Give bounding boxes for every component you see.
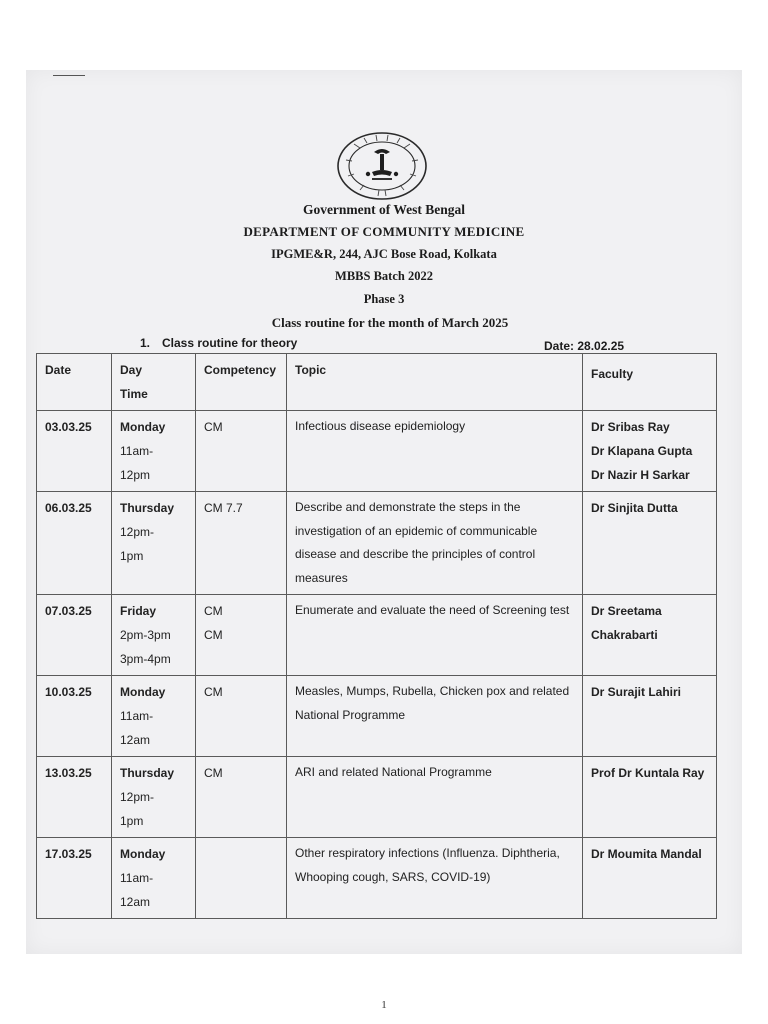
competency-value: CM	[204, 420, 223, 434]
cell-day-time	[112, 757, 196, 838]
day-value: Monday	[120, 420, 166, 434]
competency-value: CM	[204, 628, 223, 642]
table-row	[37, 595, 717, 676]
cell-faculty	[583, 595, 717, 676]
faculty-value: Dr Surajit Lahiri	[591, 685, 682, 699]
day-value: Thursday	[120, 766, 175, 780]
faculty-value: Dr Klapana Gupta	[591, 444, 693, 458]
day-value: Thursday	[120, 501, 175, 515]
routine-table	[36, 353, 717, 919]
table-row	[37, 838, 717, 919]
time-value: 12pm-	[120, 790, 155, 804]
institute-seal-logo	[334, 130, 430, 202]
competency-value: CM 7.7	[204, 501, 243, 515]
topic-value: Other respiratory infections (Influenza. Diphtheria, Whooping cough, SARS, COVID-19)	[295, 846, 560, 884]
department-heading: DEPARTMENT OF COMMUNITY MEDICINE	[243, 224, 525, 239]
document-page	[26, 70, 742, 954]
cell-topic	[287, 676, 583, 757]
faculty-value: Dr Moumita Mandal	[591, 847, 702, 861]
table-row	[37, 411, 717, 492]
cell-competency	[196, 492, 287, 595]
date-value: 13.03.25	[45, 766, 92, 780]
cell-date	[37, 757, 112, 838]
header-topic: Topic	[287, 354, 583, 411]
faculty-value: Dr Sinjita Dutta	[591, 501, 678, 515]
cell-date	[37, 411, 112, 492]
cell-date	[37, 595, 112, 676]
date-value: 03.03.25	[45, 420, 92, 434]
section-number: 1.	[140, 336, 151, 350]
cell-faculty	[583, 676, 717, 757]
time-value: 3pm-4pm	[120, 652, 171, 666]
date-value: 06.03.25	[45, 501, 92, 515]
institute-address: IPGME&R, 244, AJC Bose Road, Kolkata	[271, 247, 497, 261]
cell-day-time	[112, 595, 196, 676]
cell-topic	[287, 411, 583, 492]
time-value: 1pm	[120, 814, 144, 828]
batch-heading: MBBS Batch 2022	[335, 269, 433, 283]
issue-date: Date: 28.02.25	[544, 339, 625, 353]
cell-date	[37, 838, 112, 919]
corner-pen-mark	[53, 75, 85, 76]
topic-value: Infectious disease epidemiology	[295, 419, 466, 433]
faculty-value: Dr Sribas Ray	[591, 420, 670, 434]
date-value: 17.03.25	[45, 847, 92, 861]
routine-title: Class routine for the month of March 2025	[271, 315, 509, 330]
day-value: Monday	[120, 685, 166, 699]
cell-day-time	[112, 676, 196, 757]
topic-value: Measles, Mumps, Rubella, Chicken pox and related National Programme	[295, 684, 570, 722]
header-faculty: Faculty	[583, 354, 717, 411]
cell-competency	[196, 595, 287, 676]
faculty-value: Prof Dr Kuntala Ray	[591, 766, 705, 780]
time-value: 2pm-3pm	[120, 628, 171, 642]
day-value: Monday	[120, 847, 166, 861]
table-row	[37, 757, 717, 838]
page-number: 1	[381, 999, 387, 1011]
table-row	[37, 676, 717, 757]
cell-date	[37, 492, 112, 595]
date-value: 10.03.25	[45, 685, 92, 699]
time-value: 12pm-	[120, 525, 155, 539]
cell-day-time	[112, 838, 196, 919]
time-value: 11am-	[120, 871, 154, 885]
cell-faculty	[583, 757, 717, 838]
cell-faculty	[583, 492, 717, 595]
faculty-value: Chakrabarti	[591, 628, 658, 642]
time-value: 12pm	[120, 468, 151, 482]
table-header-row	[37, 354, 717, 411]
competency-value: CM	[204, 685, 223, 699]
header-date: Date	[37, 354, 112, 411]
time-value: 12am	[120, 733, 151, 747]
day-value: Friday	[120, 604, 157, 618]
cell-competency	[196, 411, 287, 492]
cell-competency	[196, 757, 287, 838]
topic-value: ARI and related National Programme	[295, 765, 492, 779]
topic-value: Enumerate and evaluate the need of Screening test	[295, 603, 570, 617]
competency-value: CM	[204, 604, 223, 618]
time-value: 11am-	[120, 444, 154, 458]
time-value: 1pm	[120, 549, 144, 563]
date-value: 07.03.25	[45, 604, 92, 618]
cell-topic	[287, 492, 583, 595]
cell-topic	[287, 838, 583, 919]
cell-competency	[196, 676, 287, 757]
cell-competency	[196, 838, 287, 919]
time-value: 12am	[120, 895, 151, 909]
cell-day-time	[112, 492, 196, 595]
time-value: 11am-	[120, 709, 154, 723]
government-heading: Government of West Bengal	[302, 202, 466, 217]
section-heading	[140, 336, 297, 350]
section-title: Class routine for theory	[162, 336, 298, 350]
topic-value: Describe and demonstrate the steps in the investigation of an epidemic of communicable disease and describe the principles of control measures	[295, 500, 538, 585]
faculty-value: Dr Sreetama	[591, 604, 662, 618]
phase-heading: Phase 3	[363, 292, 405, 306]
cell-topic	[287, 595, 583, 676]
cell-date	[37, 676, 112, 757]
faculty-value: Dr Nazir H Sarkar	[591, 468, 690, 482]
cell-day-time	[112, 411, 196, 492]
header-competency: Competency	[196, 354, 287, 411]
table-row	[37, 492, 717, 595]
competency-value: CM	[204, 766, 223, 780]
cell-faculty	[583, 411, 717, 492]
cell-topic	[287, 757, 583, 838]
header-day-time: Day Time	[112, 354, 196, 411]
cell-faculty	[583, 838, 717, 919]
